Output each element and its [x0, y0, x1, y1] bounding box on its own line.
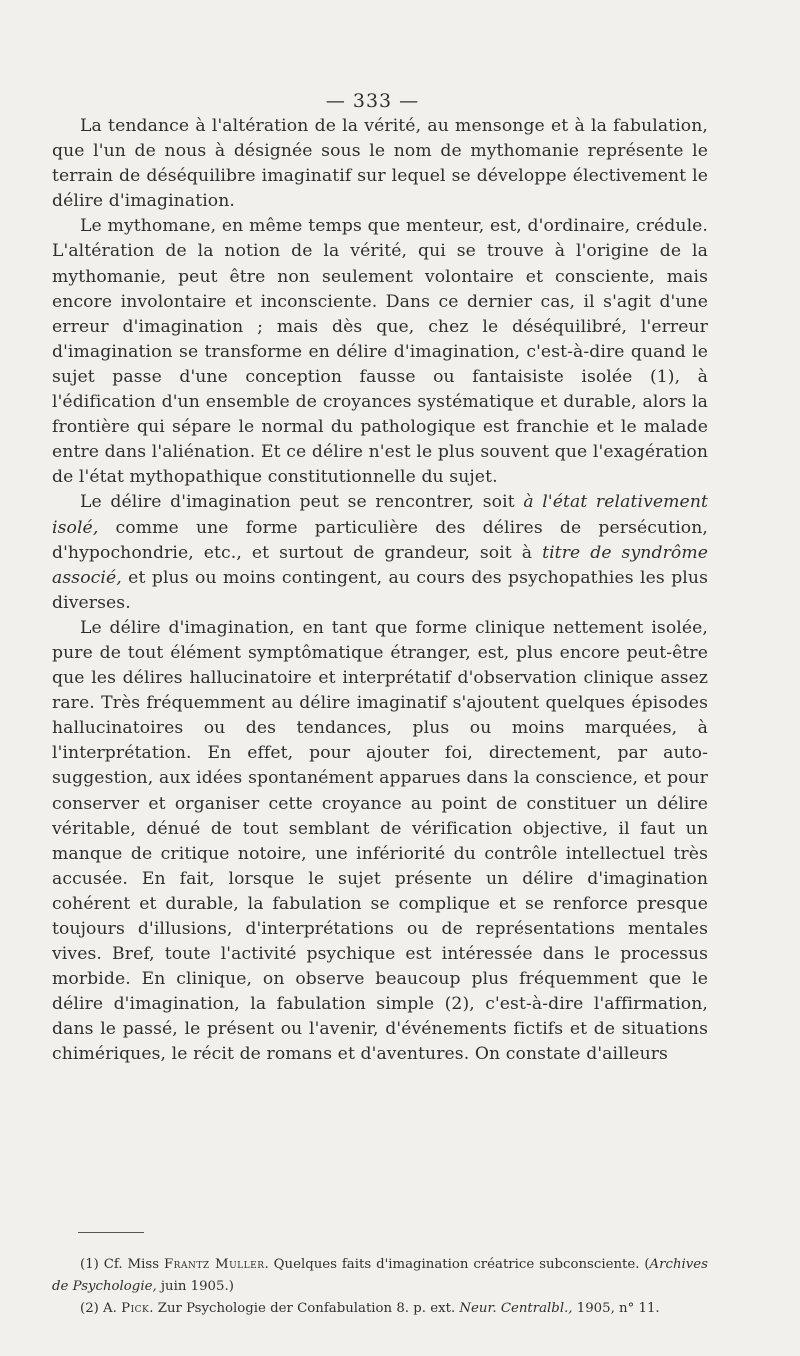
footnote-1-marker: (1) Cf. Miss [80, 1257, 164, 1272]
paragraph-3-text-b: comme une forme particulière des délires de persécution, d'hypochondrie, etc., et surtout de grandeur, soit à [52, 517, 708, 563]
footnote-2-after: 1905, n° 11. [572, 1301, 660, 1316]
page-number: — 333 — [325, 90, 420, 112]
paragraph-3-italic-b: titre de syndrôme associé, [52, 542, 708, 588]
footnote-2-author: Pick [121, 1301, 150, 1316]
footnote-2 [52, 1298, 708, 1320]
paragraph-3-text-c: et plus ou moins contingent, au cours des psychopathies les plus diverses. [52, 567, 708, 613]
footnote-1-text: . Quelques faits d'imagination créatrice subconsciente. ( [264, 1257, 650, 1272]
paragraph-3-text-a: Le délire d'imagination peut se rencontrer, soit [80, 492, 524, 513]
footnote-2-journal: Neur. Centralbl., [459, 1301, 573, 1316]
footnote-1-after: juin 1905.) [156, 1279, 234, 1294]
paragraph-2: Le mythomane, en même temps que menteur, est, d'ordinaire, crédule. L'altération de la notion de la vérité, qui se trouve à l'origine de la mythomanie, peut être non seulement volontaire et consciente, mais encore involontaire et inconsciente. Dans ce dernier cas, il s'agit d'une erreur d'imagination ; mais dès que, chez le déséquilibré, l'erreur d'imagination se transforme en délire d'imagination, c'est-à-dire quand le sujet passe d'une conception fausse ou fantaisiste isolée (1), à l'édification d'un ensemble de croyances systématique et durable, alors la frontière qui sépare le normal du pathologique est franchie et le malade entre dans l'aliénation. Et ce délire n'est le plus souvent que l'exagération de l'état mythopathique constitutionnelle du sujet. [52, 216, 708, 488]
body-text [52, 114, 708, 1068]
paragraph-3-italic-a: à l'état relativement isolé, [52, 492, 708, 538]
footnote-1-author: Frantz Muller [163, 1257, 265, 1272]
paragraph-1: La tendance à l'altération de la vérité, au mensonge et à la fabulation, que l'un de nous à désignée sous le nom de mythomanie représente le terrain de déséquilibre imaginatif sur lequel se développe électivement le délire d'imagination. [52, 116, 708, 212]
footnotes [52, 1254, 708, 1320]
footnote-1-journal: Archives de Psychologie, [52, 1257, 708, 1294]
footnote-1 [52, 1254, 708, 1298]
footnote-2-marker: (2) A. [80, 1301, 122, 1316]
paragraph-4: Le délire d'imagination, en tant que forme clinique nettement isolée, pure de tout élément symptômatique étranger, est, plus encore peut-être que les délires hallucinatoire et interprétatif d'observation clinique assez rare. Très fréquemment au délire imaginatif s'ajoutent quelques épisodes hallucinatoires ou des tendances, plus ou moins marquées, à l'interprétation. En effet, pour ajouter foi, directement, par auto-suggestion, aux idées spontanément apparues dans la conscience, et pour conserver et organiser cette croyance au point de constituer un délire véritable, dénué de tout semblant de vérification objective, il faut un manque de critique notoire, une infériorité du contrôle intellectuel très accusée. En fait, lorsque le sujet présente un délire d'imagination cohérent et durable, la fabulation se complique et se renforce presque toujours d'illusions, d'interprétations ou de représentations mentales vives. Bref, toute l'activité psychique est intéressée dans le processus morbide. En clinique, on observe beaucoup plus fréquemment que le délire d'imagination, la fabulation simple (2), c'est-à-dire l'affirmation, dans le passé, le présent ou l'avenir, d'événements fictifs et de situations chimériques, le récit de romans et d'aventures. On constate d'ailleurs [52, 617, 708, 1065]
paragraph-3 [52, 490, 708, 615]
footnote-2-text: . Zur Psychologie der Confabulation 8. p. ext. [149, 1301, 460, 1316]
footnote-divider [78, 1232, 144, 1233]
